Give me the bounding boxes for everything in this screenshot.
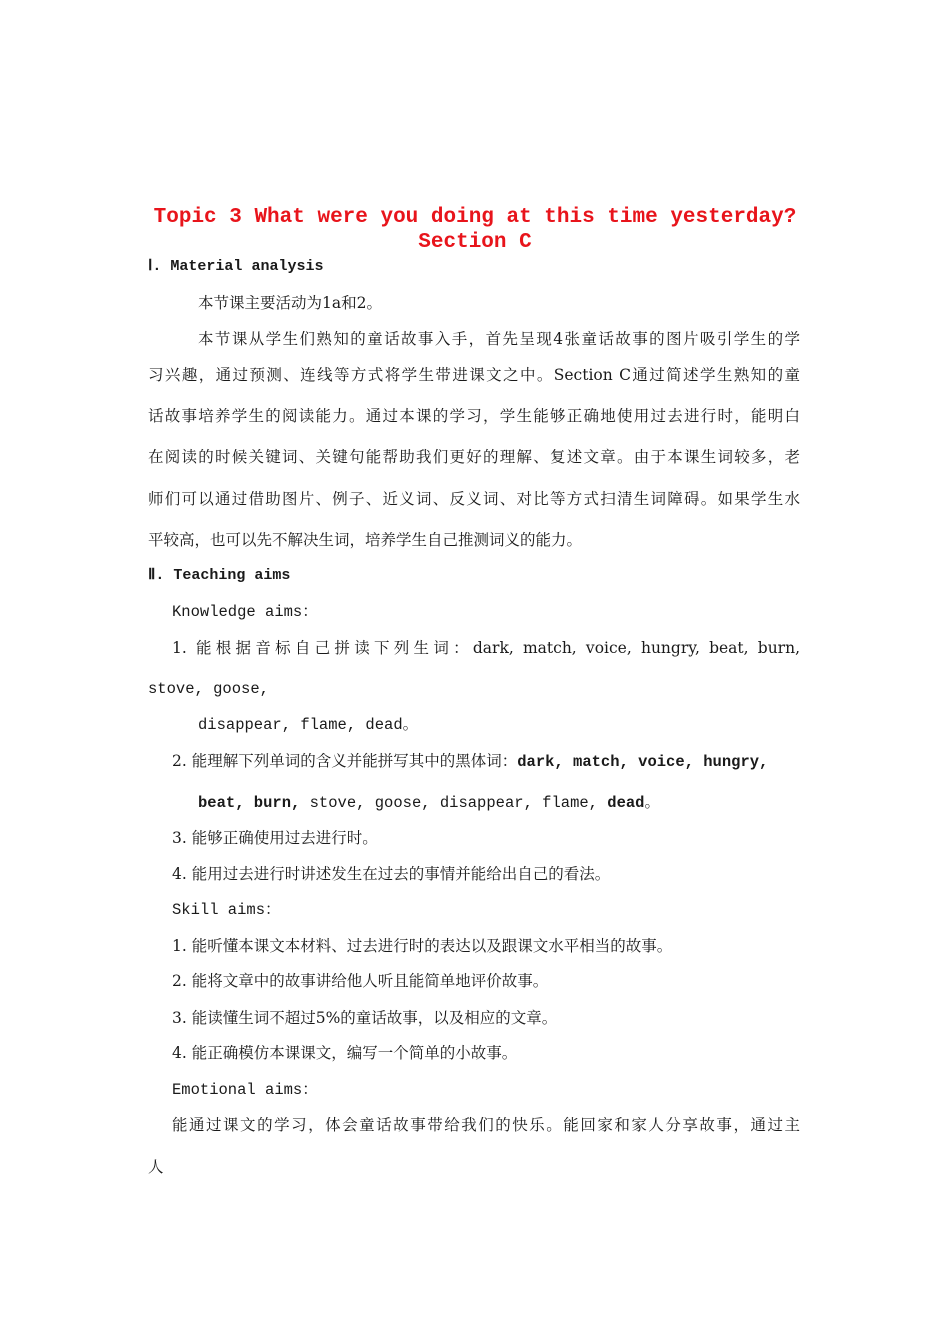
paragraph-line: 人 — [148, 1158, 164, 1176]
list-item-continuation — [198, 792, 660, 813]
emotional-aims-label: Emotional aims： — [172, 1081, 318, 1099]
list-item: 1. 能听懂本课文本材料、过去进行时的表达以及跟课文水平相当的故事。 — [172, 937, 673, 955]
list-item-continuation: stove, goose, — [148, 680, 269, 698]
skill-aims-label: Skill aims： — [172, 901, 281, 919]
bold-words: dark, match, voice, hungry, — [517, 753, 769, 771]
list-item — [172, 751, 768, 772]
paragraph-line: 话故事培养学生的阅读能力。通过本课的学习，学生能够正确地使用过去进行时，能明白 — [148, 407, 800, 425]
paragraph-line: 习兴趣，通过预测、连线等方式将学生带进课文之中。Section C通过简述学生熟知的童 — [148, 366, 800, 384]
list-item: 4. 能用过去进行时讲述发生在过去的事情并能给出自己的看法。 — [172, 865, 611, 883]
document-subtitle: Section C — [418, 231, 532, 254]
list-item: 1. 能根据音标自己拼读下列生词：dark, match, voice, hungry, beat, burn, — [172, 639, 800, 657]
list-item-continuation: disappear, flame, dead。 — [198, 716, 419, 734]
bold-words: beat, burn, — [198, 794, 301, 812]
paragraph-line: 本节课主要活动为1a和2。 — [198, 294, 382, 312]
paragraph-line: 本节课从学生们熟知的童话故事入手，首先呈现4张童话故事的图片吸引学生的学 — [198, 330, 800, 348]
normal-words: stove, goose, disappear, flame, — [300, 794, 608, 812]
list-item: 4. 能正确模仿本课课文，编写一个简单的小故事。 — [172, 1044, 518, 1062]
paragraph-line: 师们可以通过借助图片、例子、近义词、反义词、对比等方式扫清生词障碍。如果学生水 — [148, 490, 800, 508]
list-item: 3. 能读懂生词不超过5%的童话故事，以及相应的文章。 — [172, 1009, 558, 1027]
paragraph-line: 能通过课文的学习，体会童话故事带给我们的快乐。能回家和家人分享故事，通过主 — [172, 1116, 800, 1134]
paragraph-line: 平较高，也可以先不解决生词，培养学生自己推测词义的能力。 — [148, 531, 583, 549]
list-item: 2. 能将文章中的故事讲给他人听且能简单地评价故事。 — [172, 972, 549, 990]
section-heading-aims: Ⅱ. Teaching aims — [148, 567, 291, 584]
list-item: 3. 能够正确使用过去进行时。 — [172, 829, 378, 847]
punctuation: 。 — [644, 793, 661, 811]
document-title: Topic 3 What were you doing at this time yesterday? — [153, 206, 797, 229]
bold-words: dead — [607, 794, 645, 812]
paragraph-line: 在阅读的时候关键词、关键句能帮助我们更好的理解、复述文章。由于本课生词较多，老 — [148, 448, 800, 466]
list-item-text: 2. 能理解下列单词的含义并能拼写其中的黑体词： — [172, 752, 518, 770]
knowledge-aims-label: Knowledge aims： — [172, 603, 318, 621]
section-heading-material: Ⅰ. Material analysis — [148, 258, 324, 275]
